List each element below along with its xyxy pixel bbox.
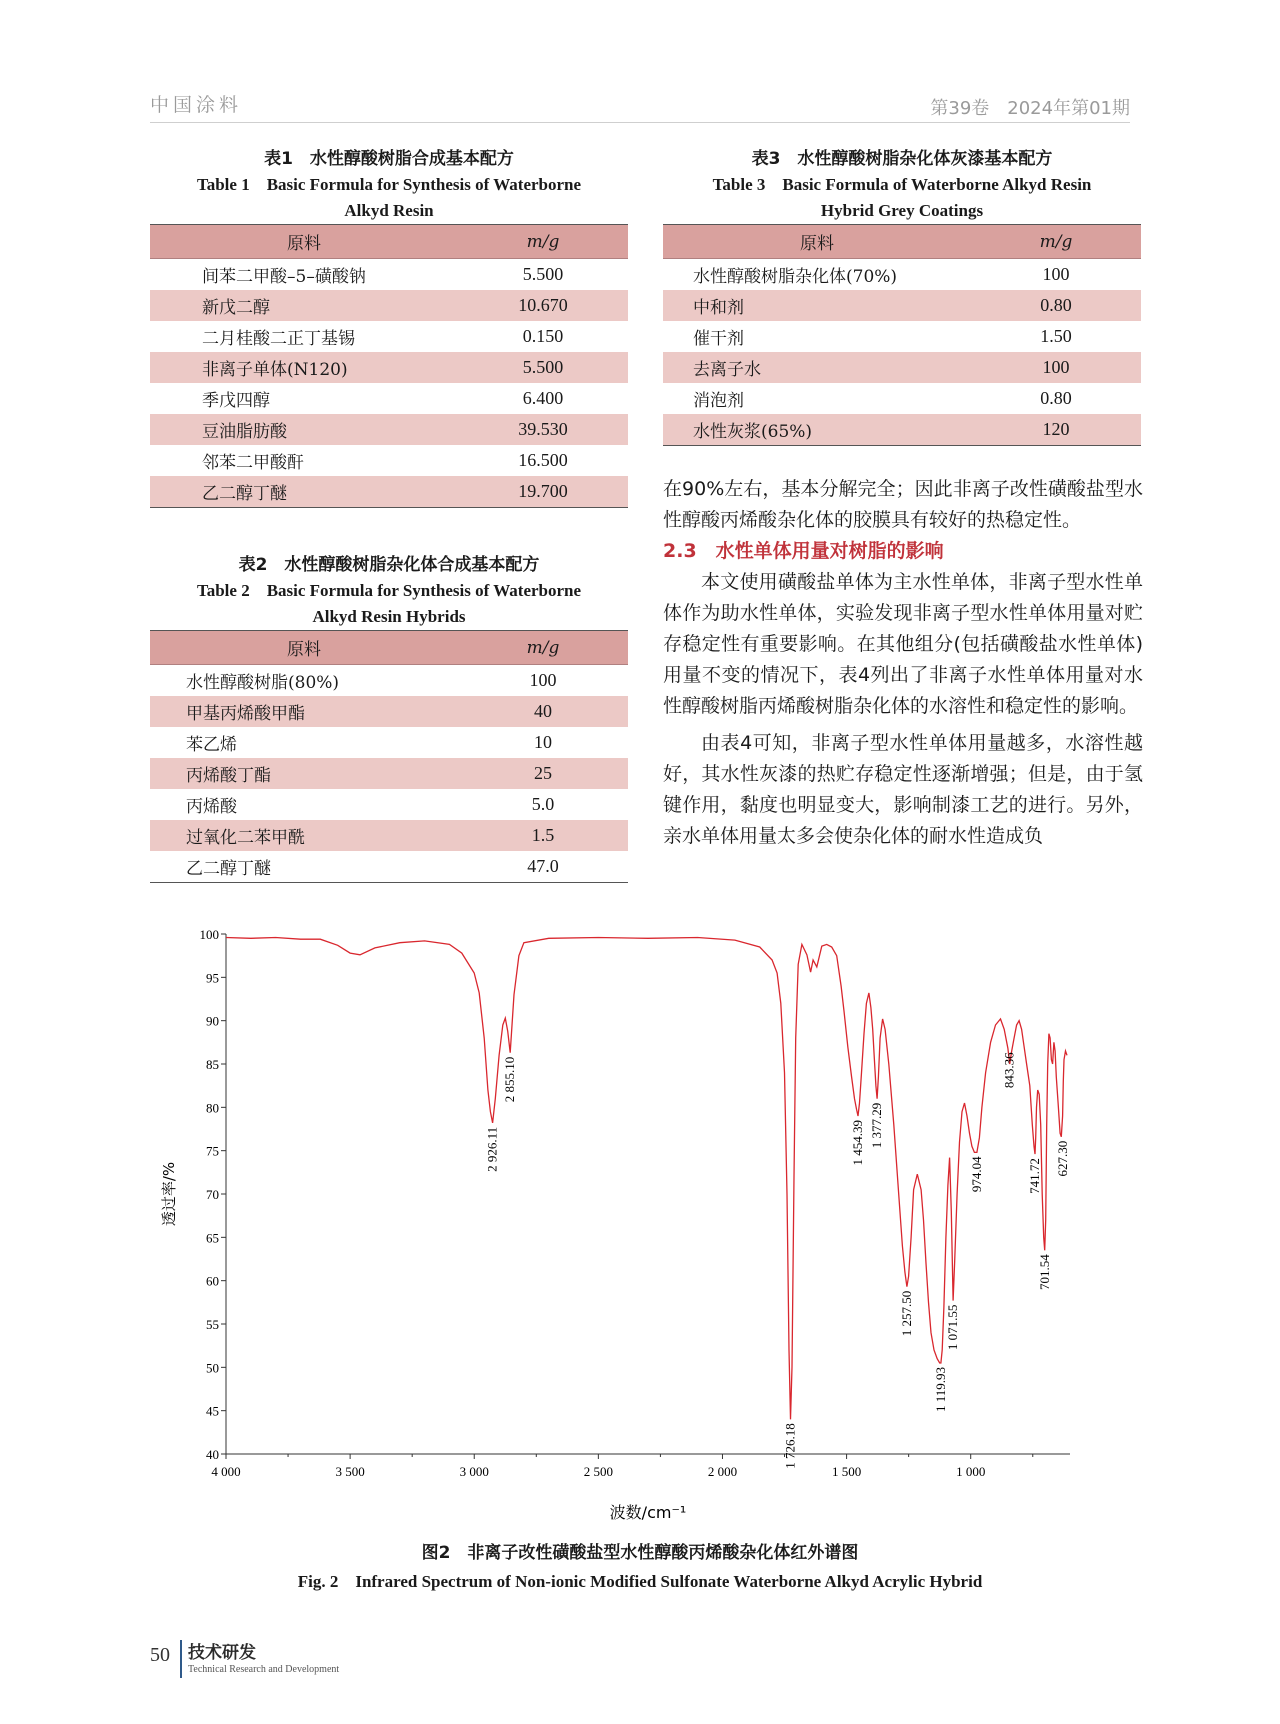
row-value: 0.80	[1040, 388, 1072, 408]
row-value: 100	[529, 670, 557, 690]
peak-label: 974.04	[969, 1156, 985, 1193]
table-row	[150, 445, 628, 476]
peak-label: 701.54	[1036, 1254, 1052, 1291]
table3-caption-en-2: Hybrid Grey Coatings	[820, 201, 984, 220]
peak-label: 843.36	[1001, 1052, 1017, 1089]
row-name: 邻苯二甲酸酐	[202, 453, 304, 473]
row-name: 过氧化二苯甲酰	[150, 820, 458, 851]
row-value: 47.0	[458, 851, 628, 883]
row-name: 水性醇酸树脂(80%)	[186, 673, 340, 693]
spectrum-line	[226, 938, 1067, 1420]
table2-col-value: m/g	[458, 631, 628, 665]
row-value: 25	[458, 758, 628, 789]
table2-col-name: 原料	[150, 631, 458, 665]
journal-name: 中国涂料	[150, 94, 243, 116]
footer-divider	[180, 1640, 182, 1678]
footer-section-zh: 技术研发	[188, 1643, 256, 1663]
row-name: 乙二醇丁醚	[150, 476, 458, 508]
x-tick-label: 3 500	[335, 1464, 365, 1479]
table-row	[150, 665, 628, 697]
y-tick-label: 70	[206, 1187, 219, 1202]
table3-caption	[663, 146, 1141, 224]
table-row	[150, 352, 628, 383]
y-tick-label: 65	[206, 1230, 219, 1246]
table-row	[150, 820, 628, 851]
peak-label: 1 726.18	[782, 1423, 798, 1469]
table-row	[150, 727, 628, 758]
row-value: 5.0	[531, 794, 555, 814]
table2-caption-zh: 表2 水性醇酸树脂杂化体合成基本配方	[238, 555, 540, 575]
y-tick-label: 75	[206, 1143, 219, 1159]
section-heading: 2.3 水性单体用量对树脂的影响	[663, 540, 944, 562]
table3-caption-en-1: Table 3 Basic Formula of Waterborne Alkyd Resin	[712, 175, 1092, 194]
table1-col-name: 原料	[150, 225, 458, 259]
y-tick-labels	[200, 927, 227, 1462]
table3-block	[663, 146, 1141, 446]
peak-label: 2 855.10	[502, 1056, 518, 1103]
row-value: 100	[971, 352, 1141, 383]
x-tick-label: 2 000	[707, 1464, 738, 1479]
table-row	[150, 414, 628, 445]
row-value: 10	[534, 732, 552, 752]
table2-caption-en-1: Table 2 Basic Formula for Synthesis of Waterborne	[196, 581, 582, 600]
y-tick-label: 80	[206, 1100, 219, 1116]
y-axis-label: 透过率/%	[160, 1161, 178, 1227]
table-row	[150, 789, 628, 820]
table-row	[663, 414, 1141, 446]
row-value: 0.150	[522, 326, 564, 346]
row-value: 39.530	[458, 414, 628, 445]
peak-label: 2 926.11	[484, 1126, 500, 1172]
row-name: 新戊二醇	[150, 290, 458, 321]
x-axis-label: 波数/cm⁻¹	[609, 1503, 687, 1522]
row-value: 5.500	[458, 352, 628, 383]
row-name: 甲基丙烯酸甲酯	[150, 696, 458, 727]
y-tick-label: 60	[206, 1273, 219, 1289]
row-name: 丙烯酸丁酯	[150, 758, 458, 789]
row-value: 1.5	[458, 820, 628, 851]
table3-col-value: m/g	[971, 225, 1141, 259]
header-rule	[150, 122, 1130, 123]
peak-label: 1 119.93	[932, 1367, 948, 1413]
table1-caption-en-1: Table 1 Basic Formula for Synthesis of Waterborne	[196, 175, 582, 194]
table-row	[150, 476, 628, 508]
figure-caption	[150, 1538, 1130, 1592]
row-name: 非离子单体(N120)	[150, 352, 458, 383]
peak-label: 1 454.39	[849, 1120, 865, 1166]
x-tick-label: 1 000	[956, 1464, 986, 1479]
table2	[150, 630, 628, 883]
row-value: 10.670	[458, 290, 628, 321]
row-name: 水性灰浆(65%)	[663, 414, 971, 446]
issue-info: 第39卷 2024年第01期	[930, 98, 1130, 119]
y-tick-label: 90	[206, 1013, 219, 1029]
peak-label: 741.72	[1026, 1158, 1042, 1194]
row-name: 二月桂酸二正丁基锡	[202, 329, 355, 349]
peak-label: 1 071.55	[944, 1304, 960, 1351]
row-value: 0.80	[971, 290, 1141, 321]
row-name: 催干剂	[693, 329, 744, 349]
table1-caption-en-2: Alkyd Resin	[344, 201, 434, 220]
table1-col-value: m/g	[458, 225, 628, 259]
row-value: 100	[1042, 264, 1070, 284]
row-name: 季戊四醇	[202, 391, 270, 411]
paragraph: 由表4可知，非离子型水性单体用量越多，水溶性越好，其水性灰漆的热贮存稳定性逐渐增强；但是，由于氢键作用，黏度也明显变大，影响制漆工艺的进行。另外，亲水单体用量太多会使杂化体的耐水性造成负	[663, 732, 1143, 847]
y-tick-label: 55	[206, 1317, 219, 1332]
x-tick-label: 3 000	[459, 1464, 489, 1479]
table1-caption	[150, 146, 628, 224]
footer-section-en: Technical Research and Development	[188, 1664, 340, 1675]
peak-label: 1 257.50	[898, 1290, 914, 1337]
row-value: 1.50	[1040, 326, 1072, 346]
row-name: 苯乙烯	[186, 735, 237, 755]
row-value: 19.700	[458, 476, 628, 508]
row-name: 豆油脂肪酸	[150, 414, 458, 445]
peak-label: 627.30	[1055, 1140, 1071, 1177]
ir-spectrum-chart	[150, 920, 1090, 1530]
table1-block	[150, 146, 628, 508]
table-row	[663, 383, 1141, 414]
row-name: 去离子水	[663, 352, 971, 383]
table-row	[150, 696, 628, 727]
row-name: 间苯二甲酸–5–磺酸钠	[202, 267, 366, 287]
table3-col-name: 原料	[663, 225, 971, 259]
table-row	[150, 259, 628, 291]
figure-caption-zh: 图2 非离子改性磺酸盐型水性醇酸丙烯酸杂化体红外谱图	[421, 1543, 859, 1563]
table1	[150, 224, 628, 508]
y-tick-label: 95	[206, 970, 219, 986]
row-name: 水性醇酸树脂杂化体(70%)	[693, 267, 898, 287]
table2-caption	[150, 552, 628, 630]
row-value: 16.500	[518, 450, 568, 470]
table2-block	[150, 552, 628, 883]
table-row	[150, 383, 628, 414]
y-tick-label: 85	[206, 1057, 219, 1072]
x-tick-label: 4 000	[211, 1464, 241, 1479]
row-value: 120	[971, 414, 1141, 446]
table-row	[150, 758, 628, 789]
body-text	[663, 474, 1143, 852]
row-value: 6.400	[522, 388, 564, 408]
y-tick-label: 45	[206, 1403, 219, 1419]
y-tick-label: 100	[199, 927, 219, 942]
row-name: 丙烯酸	[186, 797, 237, 817]
table-row	[150, 321, 628, 352]
table1-caption-zh: 表1 水性醇酸树脂合成基本配方	[264, 149, 514, 169]
table3	[663, 224, 1141, 446]
row-name: 中和剂	[663, 290, 971, 321]
figure-caption-en: Fig. 2 Infrared Spectrum of Non-ionic Modified Sulfonate Waterborne Alkyd Acrylic Hybrid	[297, 1572, 983, 1591]
table-row	[150, 290, 628, 321]
peak-labels	[485, 1052, 1071, 1469]
row-name: 乙二醇丁醚	[150, 851, 458, 883]
row-name: 消泡剂	[693, 391, 744, 411]
row-value: 40	[458, 696, 628, 727]
x-tick-label: 1 500	[831, 1464, 862, 1479]
table-row	[150, 851, 628, 883]
y-tick-label: 50	[206, 1360, 219, 1376]
paragraph: 本文使用磺酸盐单体为主水性单体，非离子型水性单体作为助水性单体，实验发现非离子型水性单体用量对贮存稳定性有重要影响。在其他组分(包括磺酸盐水性单体)用量不变的情况下，表4列出了非离子水性单体用量对水性醇酸树脂丙烯酸树脂杂化体的水溶性和稳定性的影响。	[663, 571, 1143, 717]
table2-caption-en-2: Alkyd Resin Hybrids	[312, 607, 466, 626]
table-row	[663, 290, 1141, 321]
page-number: 50	[150, 1644, 170, 1666]
peak-label: 1 377.29	[869, 1102, 884, 1149]
y-tick-label: 40	[206, 1447, 219, 1462]
table-row	[663, 259, 1141, 291]
x-tick-label: 2 500	[583, 1464, 613, 1479]
paragraph: 在90%左右，基本分解完全；因此非离子改性磺酸盐型水性醇酸丙烯酸杂化体的胶膜具有较好的热稳定性。	[663, 478, 1143, 531]
table3-caption-zh: 表3 水性醇酸树脂杂化体灰漆基本配方	[751, 149, 1053, 169]
row-value: 5.500	[522, 264, 564, 284]
table-row	[663, 321, 1141, 352]
x-tick-labels	[211, 1454, 1032, 1479]
table-row	[663, 352, 1141, 383]
